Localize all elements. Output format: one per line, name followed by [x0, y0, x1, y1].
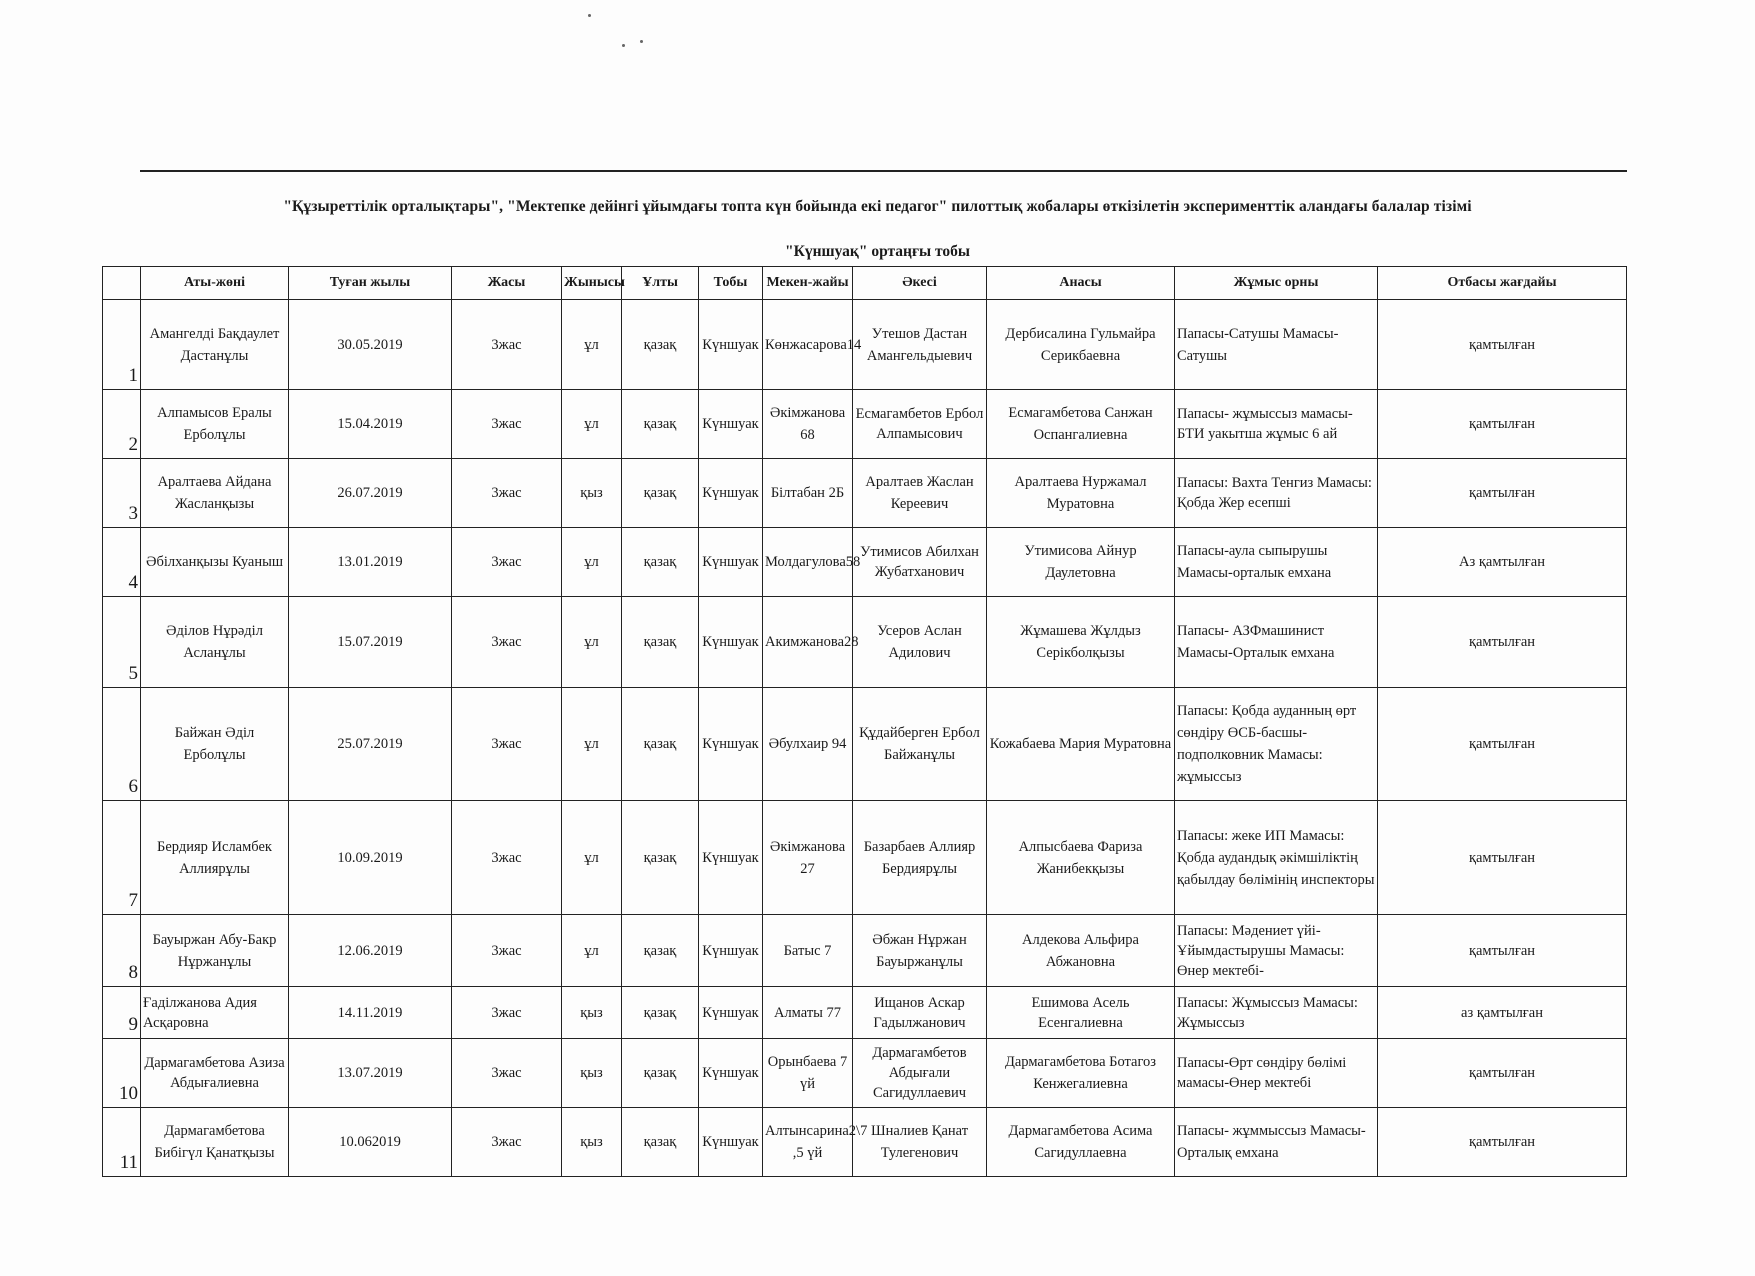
header-cell: Жұмыс орны	[1175, 267, 1378, 300]
address: Көнжасарова14	[763, 300, 853, 390]
header-cell: Әкесі	[853, 267, 987, 300]
group-title: "Күншуақ" ортаңғы тобы	[785, 243, 970, 260]
father: Утимисов Абилхан Жубатханович	[853, 528, 987, 597]
row-number: 10	[103, 1039, 141, 1108]
table-row	[103, 915, 1627, 987]
address: Алтынсарина2\7 ,5 үй	[763, 1108, 853, 1177]
father: Усеров Аслан Адилович	[853, 597, 987, 688]
age: 3жас	[452, 1039, 562, 1108]
age: 3жас	[452, 459, 562, 528]
group: Күншуак	[699, 987, 763, 1039]
address: Әбулхаир 94	[763, 688, 853, 801]
row-number: 8	[103, 915, 141, 987]
age: 3жас	[452, 688, 562, 801]
workplace: Папасы-Сатушы Мамасы-Сатушы	[1175, 300, 1378, 390]
header-cell	[103, 267, 141, 300]
table-row	[103, 300, 1627, 390]
father: Ищанов Аскар Гадылжанович	[853, 987, 987, 1039]
header-cell: Туған жылы	[289, 267, 452, 300]
child-name: Әділов Нұрәділ Асланұлы	[141, 597, 289, 688]
birth-date: 15.04.2019	[289, 390, 452, 459]
nationality: қазақ	[622, 528, 699, 597]
address: Әкімжанова 27	[763, 801, 853, 915]
father: Базарбаев Аллияр Бердиярұлы	[853, 801, 987, 915]
address: Орынбаева 7 үй	[763, 1039, 853, 1108]
row-number: 9	[103, 987, 141, 1039]
workplace: Папасы: Жұмыссыз Мамасы: Жұмыссыз	[1175, 987, 1378, 1039]
birth-date: 10.09.2019	[289, 801, 452, 915]
father: Әбжан Нұржан Бауыржанұлы	[853, 915, 987, 987]
age: 3жас	[452, 390, 562, 459]
birth-date: 13.01.2019	[289, 528, 452, 597]
scan-speck	[640, 40, 643, 43]
table-row	[103, 597, 1627, 688]
father: Құдайберген Ербол Байжанұлы	[853, 688, 987, 801]
nationality: қазақ	[622, 987, 699, 1039]
child-name: Байжан Әділ Ерболұлы	[141, 688, 289, 801]
father: Утешов Дастан Амангельдыевич	[853, 300, 987, 390]
header-cell: Жасы	[452, 267, 562, 300]
gender: ұл	[562, 688, 622, 801]
group: Күншуак	[699, 300, 763, 390]
row-number: 6	[103, 688, 141, 801]
nationality: қазақ	[622, 688, 699, 801]
family-status: қамтылған	[1378, 459, 1627, 528]
nationality: қазақ	[622, 390, 699, 459]
workplace: Папасы: Мәдениет үйі-Ұйымдастырушы Мамасы: Өнер мектебі-	[1175, 915, 1378, 987]
father: Есмагамбетов Ербол Алпамысович	[853, 390, 987, 459]
workplace: Папасы: жеке ИП Мамасы: Қобда аудандық әкімшіліктің қабылдау бөлімінің инспекторы	[1175, 801, 1378, 915]
table-row	[103, 390, 1627, 459]
group: Күншуак	[699, 528, 763, 597]
workplace: Папасы: Қобда ауданның өрт сөндіру ӨСБ-басшы-подполковник Мамасы: жұмыссыз	[1175, 688, 1378, 801]
address: Акимжанова28	[763, 597, 853, 688]
header-cell: Отбасы жағдайы	[1378, 267, 1627, 300]
address: Әкімжанова 68	[763, 390, 853, 459]
header-cell: Жынысы	[562, 267, 622, 300]
group: Күншуак	[699, 1108, 763, 1177]
mother: Есмагамбетова Санжан Оспангалиевна	[987, 390, 1175, 459]
table-header-row	[103, 267, 1627, 300]
workplace: Папасы- жұммыссыз Мамасы-Орталық емхана	[1175, 1108, 1378, 1177]
nationality: қазақ	[622, 459, 699, 528]
document-title: "Құзыреттілік орталықтары", "Мектепке дейінгі ұйымдағы топта күн бойында екі педагог" пилоттық жобалары өткізілетін эксперименттік аландағы балалар тізімі	[283, 198, 1472, 215]
mother: Утимисова Айнур Даулетовна	[987, 528, 1175, 597]
child-name: Бауыржан Абу-Бакр Нұржанұлы	[141, 915, 289, 987]
family-status: қамтылған	[1378, 390, 1627, 459]
child-name: Дармагамбетова Бибігүл Қанатқызы	[141, 1108, 289, 1177]
group: Күншуак	[699, 688, 763, 801]
table-row	[103, 1039, 1627, 1108]
address: Алматы 77	[763, 987, 853, 1039]
address: Білтабан 2Б	[763, 459, 853, 528]
father: Аралтаев Жаслан Кереевич	[853, 459, 987, 528]
child-name: Ғаділжанова Адия Асқаровна	[141, 987, 289, 1039]
child-name: Бердияр Исламбек Аллиярұлы	[141, 801, 289, 915]
family-status: қамтылған	[1378, 801, 1627, 915]
table-row	[103, 987, 1627, 1039]
workplace: Папасы-Өрт сөндіру бөлімі мамасы-Өнер мектебі	[1175, 1039, 1378, 1108]
age: 3жас	[452, 915, 562, 987]
nationality: қазақ	[622, 915, 699, 987]
age: 3жас	[452, 300, 562, 390]
group: Күншуак	[699, 801, 763, 915]
father: Шналиев Қанат Тулегенович	[853, 1108, 987, 1177]
age: 3жас	[452, 597, 562, 688]
gender: қыз	[562, 459, 622, 528]
header-cell: Аты-жөні	[141, 267, 289, 300]
mother: Дербисалина Гульмайра Серикбаевна	[987, 300, 1175, 390]
header-cell: Анасы	[987, 267, 1175, 300]
gender: ұл	[562, 597, 622, 688]
row-number: 4	[103, 528, 141, 597]
table-row	[103, 1108, 1627, 1177]
family-status: Аз қамтылған	[1378, 528, 1627, 597]
child-name: Дармагамбетова Азиза Абдығалиевна	[141, 1039, 289, 1108]
child-name: Амангелді Бақдаулет Дастанұлы	[141, 300, 289, 390]
table-row	[103, 528, 1627, 597]
birth-date: 12.06.2019	[289, 915, 452, 987]
header-cell: Мекен-жайы	[763, 267, 853, 300]
mother: Ешимова Асель Есенгалиевна	[987, 987, 1175, 1039]
birth-date: 30.05.2019	[289, 300, 452, 390]
scan-speck	[622, 44, 625, 47]
mother: Дармагамбетова Асима Сагидуллаевна	[987, 1108, 1175, 1177]
age: 3жас	[452, 1108, 562, 1177]
table-row	[103, 459, 1627, 528]
family-status: қамтылған	[1378, 300, 1627, 390]
nationality: қазақ	[622, 300, 699, 390]
gender: ұл	[562, 528, 622, 597]
age: 3жас	[452, 528, 562, 597]
child-name: Алпамысов Ералы Ерболұлы	[141, 390, 289, 459]
mother: Дармагамбетова Ботагоз Кенжегалиевна	[987, 1039, 1175, 1108]
group: Күншуак	[699, 915, 763, 987]
row-number: 7	[103, 801, 141, 915]
row-number: 2	[103, 390, 141, 459]
mother: Кожабаева Мария Муратовна	[987, 688, 1175, 801]
workplace: Папасы- жұмыссыз мамасы-БТИ уакытша жұмыс 6 ай	[1175, 390, 1378, 459]
birth-date: 14.11.2019	[289, 987, 452, 1039]
gender: қыз	[562, 1108, 622, 1177]
gender: қыз	[562, 987, 622, 1039]
nationality: қазақ	[622, 1108, 699, 1177]
header-rule	[140, 170, 1627, 172]
family-status: қамтылған	[1378, 1039, 1627, 1108]
nationality: қазақ	[622, 801, 699, 915]
child-name: Аралтаева Айдана Жасланқызы	[141, 459, 289, 528]
table-row	[103, 688, 1627, 801]
mother: Аралтаева Нуржамал Муратовна	[987, 459, 1175, 528]
group: Күншуак	[699, 459, 763, 528]
birth-date: 25.07.2019	[289, 688, 452, 801]
group: Күншуак	[699, 597, 763, 688]
family-status: қамтылған	[1378, 597, 1627, 688]
mother: Алдекова Альфира Абжановна	[987, 915, 1175, 987]
father: Дармагамбетов Абдығали Сагидуллаевич	[853, 1039, 987, 1108]
scan-speck	[588, 14, 591, 17]
table-row	[103, 801, 1627, 915]
row-number: 5	[103, 597, 141, 688]
group: Күншуак	[699, 390, 763, 459]
age: 3жас	[452, 801, 562, 915]
family-status: аз қамтылған	[1378, 987, 1627, 1039]
header-cell: Тобы	[699, 267, 763, 300]
birth-date: 10.062019	[289, 1108, 452, 1177]
family-status: қамтылған	[1378, 688, 1627, 801]
row-number: 11	[103, 1108, 141, 1177]
workplace: Папасы-аула сыпырушы Мамасы-орталык емхана	[1175, 528, 1378, 597]
address: Молдагулова58	[763, 528, 853, 597]
gender: ұл	[562, 390, 622, 459]
children-table	[102, 266, 1627, 1177]
age: 3жас	[452, 987, 562, 1039]
row-number: 1	[103, 300, 141, 390]
nationality: қазақ	[622, 597, 699, 688]
group: Күншуак	[699, 1039, 763, 1108]
gender: қыз	[562, 1039, 622, 1108]
family-status: қамтылған	[1378, 915, 1627, 987]
gender: ұл	[562, 915, 622, 987]
mother: Алпысбаева Фариза Жанибекқызы	[987, 801, 1175, 915]
birth-date: 15.07.2019	[289, 597, 452, 688]
address: Батыс 7	[763, 915, 853, 987]
mother: Жұмашева Жұлдыз Серікболқызы	[987, 597, 1175, 688]
workplace: Папасы- АЗФмашинист Мамасы-Орталык емхана	[1175, 597, 1378, 688]
workplace: Папасы: Вахта Тенгиз Мамасы: Қобда Жер есепші	[1175, 459, 1378, 528]
gender: ұл	[562, 300, 622, 390]
child-name: Әбілханқызы Куаныш	[141, 528, 289, 597]
birth-date: 13.07.2019	[289, 1039, 452, 1108]
nationality: қазақ	[622, 1039, 699, 1108]
header-cell: Ұлты	[622, 267, 699, 300]
row-number: 3	[103, 459, 141, 528]
family-status: қамтылған	[1378, 1108, 1627, 1177]
birth-date: 26.07.2019	[289, 459, 452, 528]
gender: ұл	[562, 801, 622, 915]
